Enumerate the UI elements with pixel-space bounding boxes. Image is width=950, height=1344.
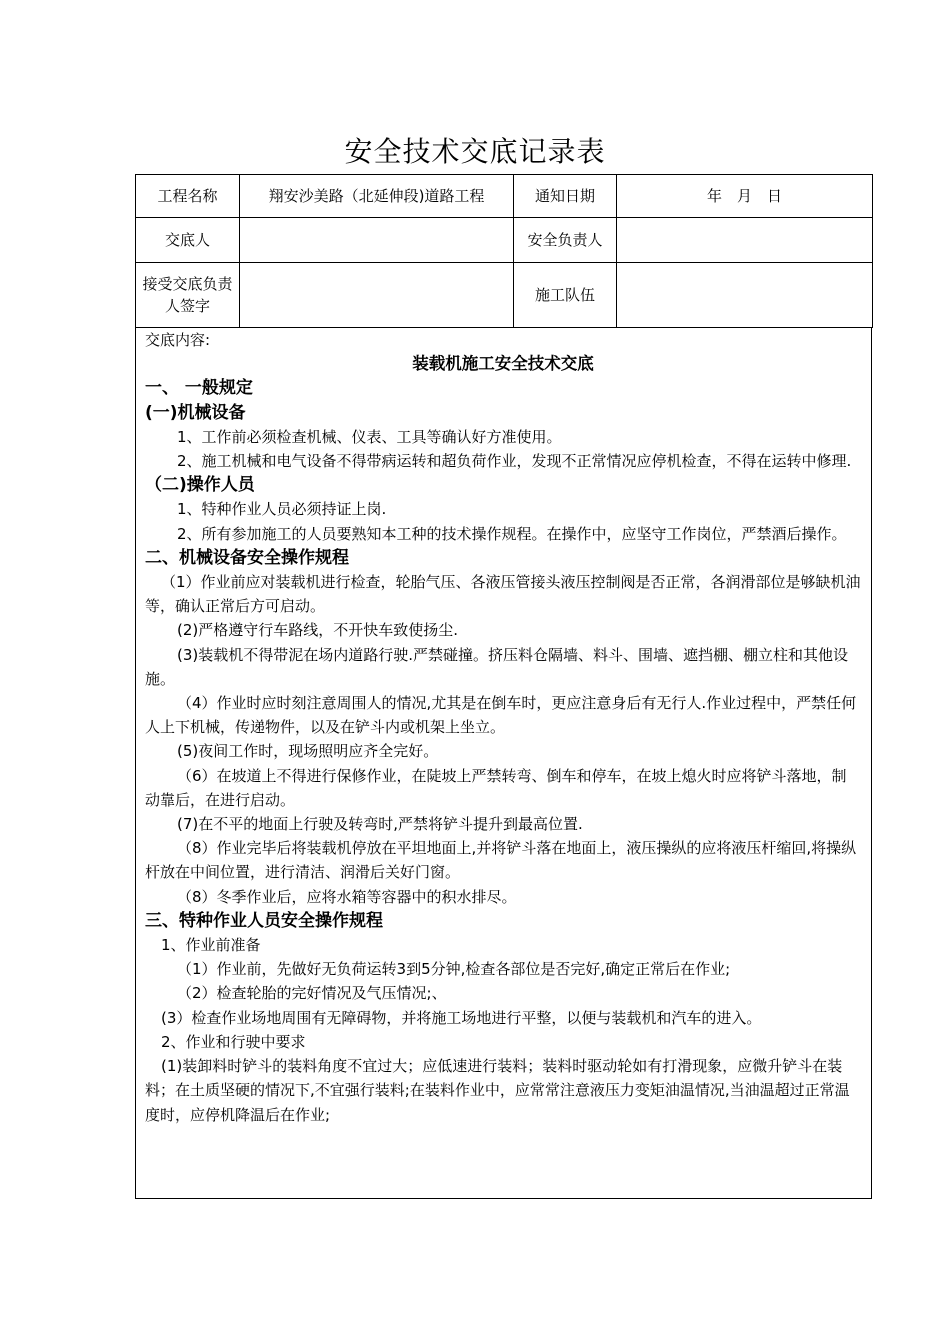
paragraph: （8）冬季作业后，应将水箱等容器中的积水排尽。: [177, 887, 517, 906]
info-table: [135, 174, 873, 328]
content-subtitle: 装载机施工安全技术交底: [412, 354, 594, 374]
handover-person-field[interactable]: [240, 218, 514, 263]
section-heading: 一、 一般规定: [145, 378, 253, 399]
paragraph: 1、工作前必须检查机械、仪表、工具等确认好方准使用。: [177, 427, 562, 446]
paragraph: （4）作业时应时刻注意周围人的情况,尤其是在倒车时，更应注意身后有无行人.作业过程中，严禁任何人上下机械，传递物件，以及在铲斗内或机架上坐立。: [145, 694, 857, 737]
paragraph: （1）作业前应对装载机进行检查，轮胎气压、各液压管接头液压控制阀是否正常，各润滑部位是够缺机油等，确认正常后方可启动。: [145, 573, 861, 616]
notice-date-value: 年 月 日: [617, 175, 873, 218]
notice-date-label: 通知日期: [514, 175, 617, 218]
project-name-label: 工程名称: [136, 175, 240, 218]
receiver-sign-field[interactable]: [240, 263, 514, 328]
paragraph: 2、所有参加施工的人员要熟知本工种的技术操作规程。在操作中，应坚守工作岗位，严禁酒后操作。: [177, 524, 847, 543]
paragraph: (5)夜间工作时，现场照明应齐全完好。: [177, 742, 439, 761]
project-name-value: 翔安沙美路（北延伸段)道路工程: [240, 175, 514, 218]
safety-lead-field[interactable]: [617, 218, 873, 263]
section-heading: 二、机械设备安全操作规程: [145, 547, 349, 568]
page-title: 安全技术交底记录表: [344, 135, 606, 168]
team-label: 施工队伍: [514, 263, 617, 328]
subsection-heading: （二)操作人员: [145, 475, 255, 496]
paragraph: (1)装卸料时铲斗的装料角度不宜过大；应低速进行装料；装料时驱动轮如有打滑现象，应微升铲斗在装料；在土质坚硬的情况下,不宜强行装料;在装料作业中，应常常注意液压力变矩油温情况,当油温超过正常温度时，应停机降温后在作业;: [145, 1057, 850, 1124]
paragraph: （8）作业完毕后将装载机停放在平坦地面上,并将铲斗落在地面上，液压操纵的应将液压杆缩回,将操纵杆放在中间位置，进行清洁、润滑后关好门窗。: [145, 839, 857, 882]
content-label: 交底内容:: [145, 331, 211, 349]
handover-person-label: 交底人: [136, 218, 240, 263]
paragraph: （6）在坡道上不得进行保修作业，在陡坡上严禁转弯、倒车和停车，在坡上熄火时应将铲斗落地，制动靠后，在进行启动。: [145, 766, 847, 809]
paragraph: 2、施工机械和电气设备不得带病运转和超负荷作业，发现不正常情况应停机检查，不得在运转中修理.: [177, 452, 852, 471]
receiver-sign-label: 接受交底负责人签字: [136, 263, 240, 328]
paragraph: 2、作业和行驶中要求: [161, 1032, 306, 1051]
safety-lead-label: 安全负责人: [514, 218, 617, 263]
paragraph: (2)严格遵守行车路线，不开快车致使扬尘.: [177, 621, 459, 640]
subsection-heading: (一)机械设备: [145, 402, 246, 423]
paragraph: 1、作业前准备: [161, 936, 261, 955]
paragraph: (3）检查作业场地周围有无障碍物，并将施工场地进行平整，以便与装载机和汽车的进入。: [161, 1008, 762, 1027]
paragraph: (7)在不平的地面上行驶及转弯时,严禁将铲斗提升到最高位置.: [177, 815, 583, 834]
section-heading: 三、特种作业人员安全操作规程: [145, 910, 383, 931]
paragraph: (3)装载机不得带泥在场内道路行驶.严禁碰撞。挤压料仓隔墙、料斗、围墙、遮挡棚、棚立柱和其他设施。: [145, 645, 849, 688]
paragraph: （1）作业前，先做好无负荷运转3到5分钟,检查各部位是否完好,确定正常后在作业;: [177, 960, 731, 979]
team-field[interactable]: [617, 263, 873, 328]
content-box: [135, 327, 872, 1199]
paragraph: （2）检查轮胎的完好情况及气压情况;、: [177, 984, 447, 1003]
paragraph: 1、特种作业人员必须持证上岗.: [177, 500, 387, 519]
